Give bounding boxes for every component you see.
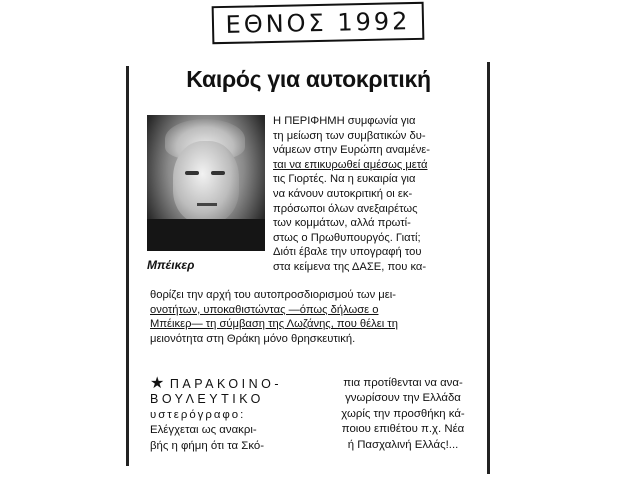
text-line: Ελέγχεται ως ανακρι-	[150, 424, 257, 437]
text-line: τη μείωση των συμβατικών δυ-	[273, 129, 426, 142]
text-line: γνωρίσουν την Ελλάδα	[345, 392, 461, 405]
text-line: Διότι έβαλε την υπογραφή του	[273, 246, 422, 259]
text-line: να κάνουν αυτοκριτική οι εκ-	[273, 187, 413, 200]
note-heading-line: ΒΟΥΛΕΥΤΙΚΟ	[150, 392, 264, 407]
text-line: ονοτήτων, υποκαθιστώντας —όπως δήλωσε ο	[150, 303, 379, 316]
portrait-eye-left	[185, 171, 199, 175]
text-line: νάμεων στην Ευρώπη αναμένε-	[273, 144, 431, 157]
text-line: βής η φήμη ότι τα Σκό-	[150, 439, 265, 452]
text-line: των κομμάτων, αλλά πρωτί-	[273, 217, 411, 230]
text-line: τις Γιορτές. Να η ευκαιρία για	[273, 173, 416, 186]
sidebar-note-left	[150, 376, 312, 454]
handwritten-source-label: ΕΘΝΟΣ 1992	[212, 2, 425, 44]
portrait-eye-right	[211, 171, 225, 175]
clipping-left-edge	[126, 66, 129, 466]
text-line: υστερόγραφο:	[150, 408, 246, 421]
text-line: Η ΠΕΡΙΦΗΜΗ συμφωνία για	[273, 115, 416, 127]
clipping-right-edge	[487, 62, 490, 474]
text-line: στως ο Πρωθυπουργός. Γιατί;	[273, 231, 421, 244]
text-line: ται να επικυρωθεί αμέσως μετά	[273, 158, 428, 171]
article-headline: Καιρός για αυτοκριτική	[186, 66, 431, 92]
sidebar-note-right	[320, 376, 486, 453]
text-line: χωρίς την προσθήκη κά-	[341, 407, 465, 420]
note-heading-line	[150, 376, 312, 392]
text-line: πια προτίθενται να ανα-	[343, 377, 463, 389]
article-full-width-text	[150, 288, 485, 346]
photo-caption: Μπέικερ	[147, 258, 195, 272]
portrait-face	[173, 141, 239, 223]
text-line: στα κείμενα της ΔΑΣΕ, που κα-	[273, 260, 427, 273]
text-line: ή Πασχαλινή Ελλάς!...	[347, 438, 459, 451]
text-line: Μπέικερ— τη σύμβαση της Λωζάνης, που θέλει τη	[150, 318, 398, 331]
text-line: πρόσωποι όλων ανεξαιρέτως	[273, 202, 418, 215]
note-heading-text: ΠΑΡΑΚΟΙΝΟ-	[169, 377, 283, 391]
portrait-mouth	[197, 203, 217, 206]
portrait-photo	[147, 115, 265, 251]
article-column-text	[273, 114, 485, 275]
text-line: θορίζει την αρχή του αυτοπροσδιορισμού των μει-	[150, 289, 396, 301]
portrait-coat	[147, 219, 265, 251]
star-icon: ★	[150, 375, 168, 392]
text-line: ποιου επιθέτου π.χ. Νέα	[341, 423, 465, 436]
text-line: μειονότητα στη Θράκη μόνο θρησκευτική.	[150, 332, 356, 345]
